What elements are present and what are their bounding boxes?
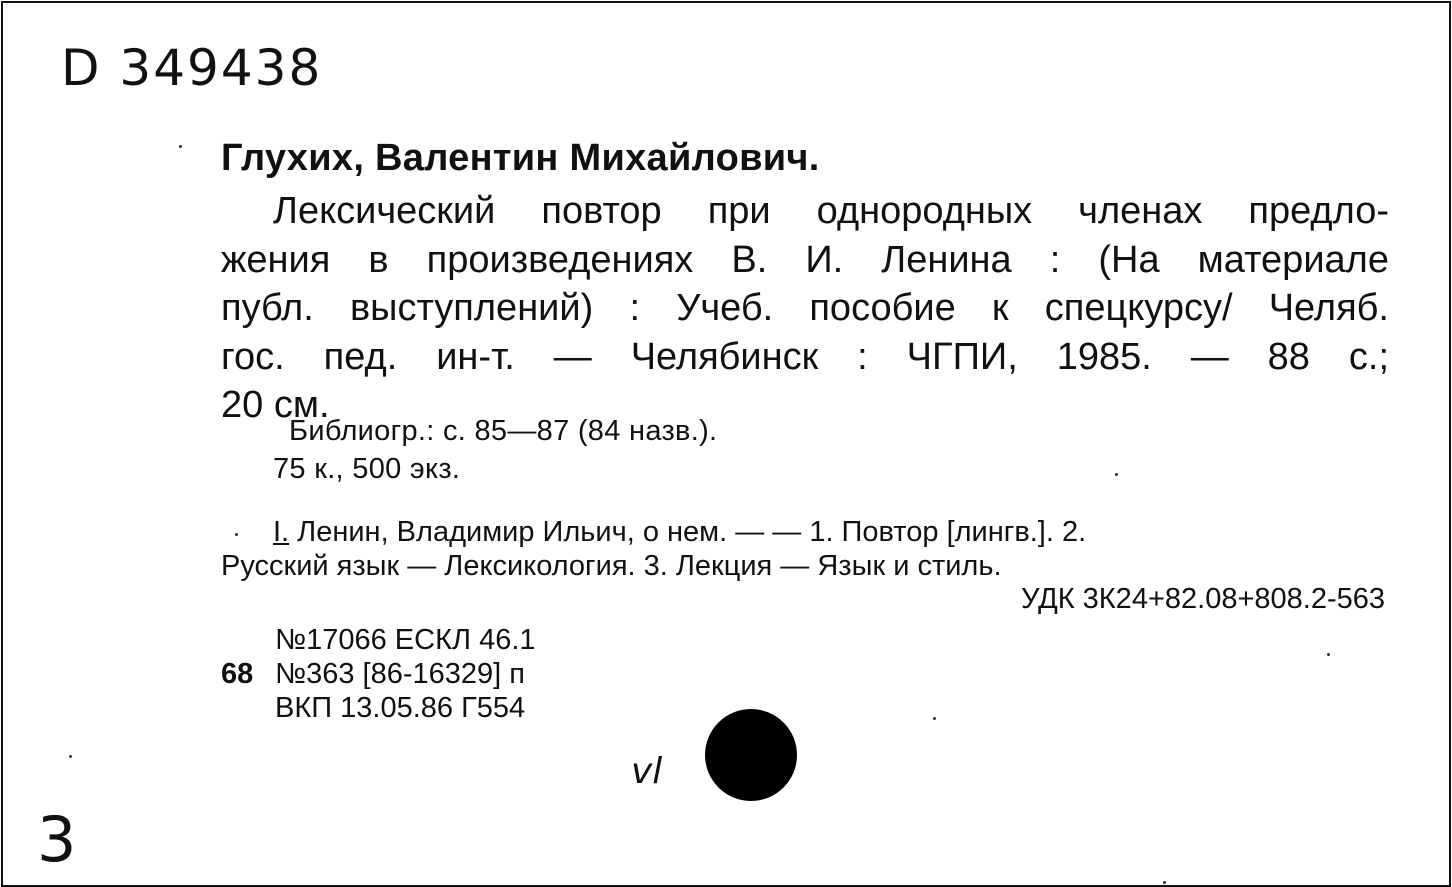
title-line-5: 20 см. xyxy=(221,384,330,426)
stats-line-1-text: №17066 ЕСКЛ 46.1 xyxy=(275,624,536,656)
title-line-1: Лексический повтор при однородных членах предло- xyxy=(273,190,1389,232)
catalog-card xyxy=(1,1,1451,887)
handwritten-initials: vl xyxy=(631,751,663,792)
subject-tracings xyxy=(221,515,1389,583)
dust-speck xyxy=(1327,653,1330,656)
stats-line-3-text: ВКП 13.05.86 Г554 xyxy=(275,692,526,724)
dust-speck xyxy=(235,533,238,536)
udc-code: УДК 3К24+82.08+808.2-563 xyxy=(1020,583,1385,615)
call-number: D 349438 xyxy=(61,39,323,97)
title-line-4: гос. пед. ин-т. — Челябинск : ЧГПИ, 1985. — 88 с.; xyxy=(221,335,1389,378)
stats-line-3 xyxy=(221,691,536,725)
stats-line-1 xyxy=(221,623,536,657)
tracing-line-1 xyxy=(221,515,1389,549)
stats-line-2 xyxy=(221,657,536,691)
dust-speck xyxy=(1163,881,1166,884)
dust-speck xyxy=(179,145,182,148)
dust-speck xyxy=(933,717,936,720)
tracing-number: I. xyxy=(273,516,290,548)
stats-line-2-text: №363 [86-16329] п xyxy=(275,658,525,690)
black-dot-mark xyxy=(705,709,797,801)
dust-speck xyxy=(1115,473,1118,476)
stats-line-2-lead: 68 xyxy=(221,658,254,690)
dust-speck xyxy=(69,755,72,758)
price-copies-note: 75 к., 500 экз. xyxy=(273,453,461,485)
registration-stats xyxy=(221,623,536,725)
bibliography-note: Библиогр.: с. 85—87 (84 назв.). xyxy=(289,415,718,447)
title-line-2: жения в произведениях В. И. Ленина : (На материале xyxy=(221,238,1389,281)
tracing-line-1-text: Ленин, Владимир Ильич, о нем. — — 1. Повтор [лингв.]. 2. xyxy=(289,516,1087,548)
title-line-3: публ. выступлений) : Учеб. пособие к спецкурсу/ Челяб. xyxy=(221,287,1389,329)
handwritten-corner-number: 3 xyxy=(37,803,77,876)
tracing-line-2: Русский язык — Лексикология. 3. Лекция — Язык и стиль. xyxy=(221,550,1002,582)
title-description xyxy=(221,187,1389,430)
author-heading: Глухих, Валентин Михайлович. xyxy=(221,137,820,179)
